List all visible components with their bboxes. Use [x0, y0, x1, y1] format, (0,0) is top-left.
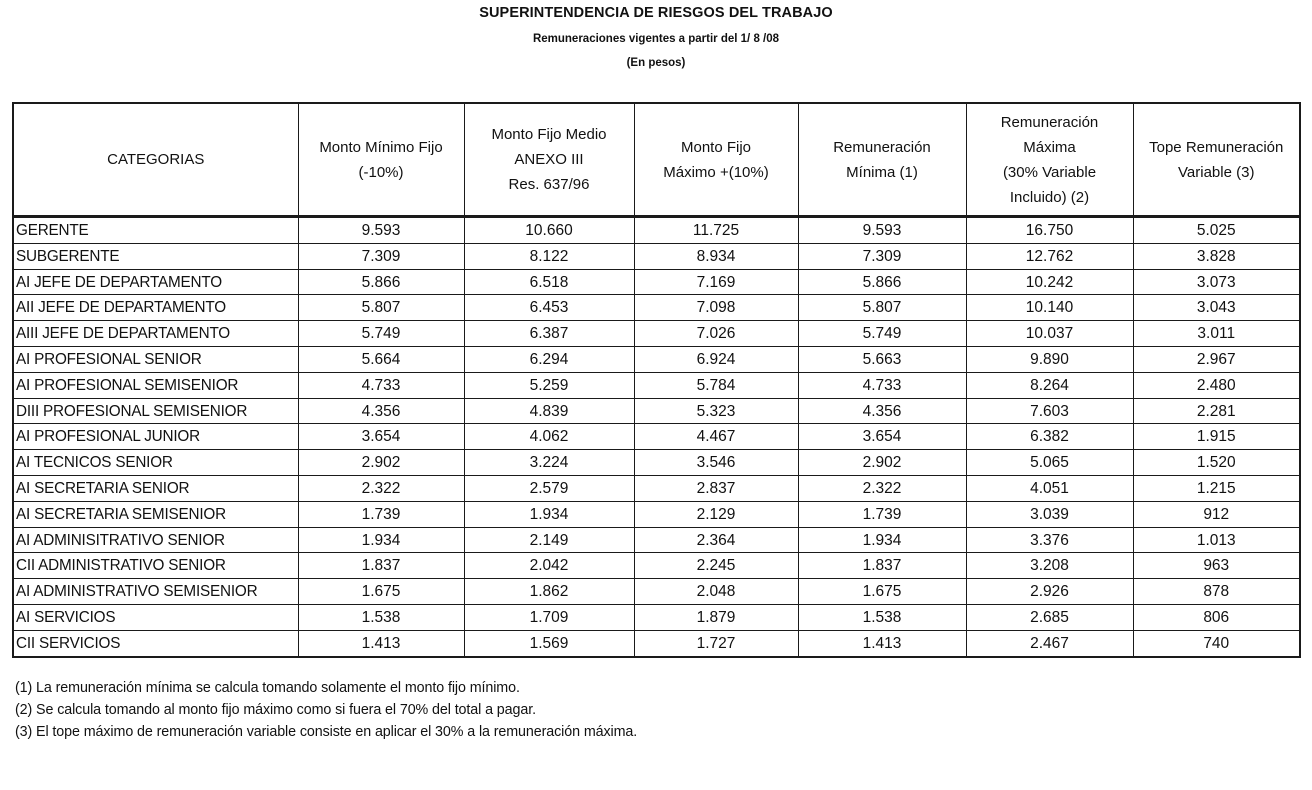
- monto-minimo-fijo-cell: 1.934: [298, 527, 464, 553]
- table-row: [13, 604, 1300, 630]
- table-row: [13, 295, 1300, 321]
- remuneracion-minima-cell: 1.934: [798, 527, 966, 553]
- category-cell: AII JEFE DE DEPARTAMENTO: [13, 295, 298, 321]
- category-cell: AI PROFESIONAL SENIOR: [13, 346, 298, 372]
- document-subtitle: Remuneraciones vigentes a partir del 1/ 8 /08: [532, 33, 780, 45]
- monto-fijo-maximo-cell: 1.879: [634, 604, 798, 630]
- monto-fijo-maximo-cell: 2.048: [634, 579, 798, 605]
- tope-variable-cell: 1.520: [1133, 450, 1300, 476]
- tope-variable-cell: 878: [1133, 579, 1300, 605]
- tope-variable-cell: 2.281: [1133, 398, 1300, 424]
- monto-minimo-fijo-cell: 7.309: [298, 243, 464, 269]
- monto-minimo-fijo-cell: 1.675: [298, 579, 464, 605]
- category-cell: AIII JEFE DE DEPARTAMENTO: [13, 321, 298, 347]
- monto-fijo-medio-cell: 2.579: [464, 475, 634, 501]
- remuneracion-maxima-cell: 3.039: [966, 501, 1133, 527]
- category-cell: AI JEFE DE DEPARTAMENTO: [13, 269, 298, 295]
- monto-fijo-medio-cell: 6.294: [464, 346, 634, 372]
- remuneracion-minima-cell: 1.739: [798, 501, 966, 527]
- table-row: [13, 372, 1300, 398]
- table-row: [13, 527, 1300, 553]
- monto-fijo-medio-cell: 1.709: [464, 604, 634, 630]
- currency-unit-label: (En pesos): [626, 57, 686, 69]
- monto-fijo-maximo-cell: 3.546: [634, 450, 798, 476]
- category-cell: AI SECRETARIA SENIOR: [13, 475, 298, 501]
- monto-fijo-maximo-cell: 2.837: [634, 475, 798, 501]
- tope-variable-cell: 1.215: [1133, 475, 1300, 501]
- remuneracion-minima-cell: 4.356: [798, 398, 966, 424]
- table-body: [13, 217, 1300, 657]
- category-cell: DIII PROFESIONAL SEMISENIOR: [13, 398, 298, 424]
- monto-minimo-fijo-cell: 1.538: [298, 604, 464, 630]
- tope-variable-cell: 1.915: [1133, 424, 1300, 450]
- remuneracion-minima-cell: 5.663: [798, 346, 966, 372]
- monto-minimo-fijo-cell: 5.866: [298, 269, 464, 295]
- monto-fijo-medio-cell: 6.518: [464, 269, 634, 295]
- monto-fijo-maximo-cell: 6.924: [634, 346, 798, 372]
- tope-variable-cell: 1.013: [1133, 527, 1300, 553]
- category-cell: AI SERVICIOS: [13, 604, 298, 630]
- tope-variable-cell: 3.043: [1133, 295, 1300, 321]
- monto-fijo-maximo-cell: 5.784: [634, 372, 798, 398]
- document-title: SUPERINTENDENCIA DE RIESGOS DEL TRABAJO: [479, 5, 833, 21]
- table-row: [13, 501, 1300, 527]
- monto-fijo-medio-cell: 10.660: [464, 217, 634, 244]
- remuneracion-minima-cell: 7.309: [798, 243, 966, 269]
- table-row: [13, 553, 1300, 579]
- monto-minimo-fijo-cell: 1.739: [298, 501, 464, 527]
- category-cell: AI PROFESIONAL JUNIOR: [13, 424, 298, 450]
- column-header-monto-minimo-fijo: Monto Mínimo Fijo (-10%): [298, 103, 464, 217]
- monto-fijo-medio-cell: 5.259: [464, 372, 634, 398]
- remuneracion-minima-cell: 5.807: [798, 295, 966, 321]
- monto-fijo-medio-cell: 6.387: [464, 321, 634, 347]
- monto-fijo-maximo-cell: 7.026: [634, 321, 798, 347]
- remuneracion-maxima-cell: 10.037: [966, 321, 1133, 347]
- remuneracion-maxima-cell: 5.065: [966, 450, 1133, 476]
- monto-fijo-medio-cell: 1.569: [464, 630, 634, 656]
- monto-minimo-fijo-cell: 5.664: [298, 346, 464, 372]
- remuneracion-minima-cell: 1.837: [798, 553, 966, 579]
- footnote-3: (3) El tope máximo de remuneración variable consiste en aplicar el 30% a la remuneración máxima.: [15, 724, 638, 740]
- monto-minimo-fijo-cell: 5.749: [298, 321, 464, 347]
- remuneracion-minima-cell: 5.866: [798, 269, 966, 295]
- tope-variable-cell: 2.480: [1133, 372, 1300, 398]
- category-cell: CII ADMINISTRATIVO SENIOR: [13, 553, 298, 579]
- footnote-2: (2) Se calcula tomando al monto fijo máximo como si fuera el 70% del total a pagar.: [15, 702, 536, 718]
- column-header-monto-fijo-medio: Monto Fijo Medio ANEXO III Res. 637/96: [464, 103, 634, 217]
- column-header-remuneracion-maxima: Remuneración Máxima (30% Variable Incluido) (2): [966, 103, 1133, 217]
- remuneracion-minima-cell: 4.733: [798, 372, 966, 398]
- category-cell: GERENTE: [13, 217, 298, 244]
- monto-fijo-maximo-cell: 8.934: [634, 243, 798, 269]
- category-cell: AI SECRETARIA SEMISENIOR: [13, 501, 298, 527]
- remuneracion-minima-cell: 5.749: [798, 321, 966, 347]
- remuneracion-maxima-cell: 16.750: [966, 217, 1133, 244]
- monto-fijo-maximo-cell: 11.725: [634, 217, 798, 244]
- monto-minimo-fijo-cell: 1.837: [298, 553, 464, 579]
- remuneracion-maxima-cell: 3.208: [966, 553, 1133, 579]
- tope-variable-cell: 3.011: [1133, 321, 1300, 347]
- monto-fijo-medio-cell: 2.149: [464, 527, 634, 553]
- table-row: [13, 450, 1300, 476]
- monto-fijo-medio-cell: 6.453: [464, 295, 634, 321]
- monto-fijo-medio-cell: 4.062: [464, 424, 634, 450]
- column-header-categorias: CATEGORIAS: [13, 103, 298, 217]
- column-header-tope-remuneracion-variable: Tope Remuneración Variable (3): [1133, 103, 1300, 217]
- monto-minimo-fijo-cell: 1.413: [298, 630, 464, 656]
- remuneracion-minima-cell: 3.654: [798, 424, 966, 450]
- remuneracion-maxima-cell: 2.926: [966, 579, 1133, 605]
- table-row: [13, 398, 1300, 424]
- monto-fijo-maximo-cell: 7.098: [634, 295, 798, 321]
- table-row: [13, 217, 1300, 244]
- remuneracion-maxima-cell: 10.140: [966, 295, 1133, 321]
- tope-variable-cell: 806: [1133, 604, 1300, 630]
- monto-fijo-maximo-cell: 1.727: [634, 630, 798, 656]
- category-cell: SUBGERENTE: [13, 243, 298, 269]
- monto-fijo-maximo-cell: 5.323: [634, 398, 798, 424]
- remuneracion-maxima-cell: 3.376: [966, 527, 1133, 553]
- monto-minimo-fijo-cell: 9.593: [298, 217, 464, 244]
- tope-variable-cell: 2.967: [1133, 346, 1300, 372]
- remuneracion-maxima-cell: 4.051: [966, 475, 1133, 501]
- remuneracion-maxima-cell: 9.890: [966, 346, 1133, 372]
- monto-fijo-maximo-cell: 7.169: [634, 269, 798, 295]
- monto-minimo-fijo-cell: 3.654: [298, 424, 464, 450]
- monto-minimo-fijo-cell: 4.733: [298, 372, 464, 398]
- category-cell: CII SERVICIOS: [13, 630, 298, 656]
- table-row: [13, 321, 1300, 347]
- category-cell: AI PROFESIONAL SEMISENIOR: [13, 372, 298, 398]
- table-header-row: [13, 103, 1300, 217]
- remuneration-table: [12, 102, 1301, 658]
- remuneracion-maxima-cell: 6.382: [966, 424, 1133, 450]
- monto-fijo-medio-cell: 1.862: [464, 579, 634, 605]
- monto-minimo-fijo-cell: 5.807: [298, 295, 464, 321]
- monto-minimo-fijo-cell: 4.356: [298, 398, 464, 424]
- remuneracion-maxima-cell: 7.603: [966, 398, 1133, 424]
- table-row: [13, 579, 1300, 605]
- monto-minimo-fijo-cell: 2.322: [298, 475, 464, 501]
- monto-fijo-maximo-cell: 2.364: [634, 527, 798, 553]
- table-row: [13, 475, 1300, 501]
- remuneracion-minima-cell: 9.593: [798, 217, 966, 244]
- monto-fijo-medio-cell: 1.934: [464, 501, 634, 527]
- remuneracion-minima-cell: 2.902: [798, 450, 966, 476]
- column-header-monto-fijo-maximo: Monto Fijo Máximo +(10%): [634, 103, 798, 217]
- category-cell: AI ADMINISITRATIVO SENIOR: [13, 527, 298, 553]
- remuneracion-maxima-cell: 8.264: [966, 372, 1133, 398]
- remuneracion-minima-cell: 1.413: [798, 630, 966, 656]
- tope-variable-cell: 3.073: [1133, 269, 1300, 295]
- monto-fijo-maximo-cell: 2.245: [634, 553, 798, 579]
- monto-fijo-medio-cell: 4.839: [464, 398, 634, 424]
- tope-variable-cell: 912: [1133, 501, 1300, 527]
- monto-fijo-maximo-cell: 2.129: [634, 501, 798, 527]
- category-cell: AI TECNICOS SENIOR: [13, 450, 298, 476]
- table-row: [13, 243, 1300, 269]
- tope-variable-cell: 740: [1133, 630, 1300, 656]
- footnotes: [15, 677, 637, 743]
- table-row: [13, 424, 1300, 450]
- monto-fijo-medio-cell: 3.224: [464, 450, 634, 476]
- table-row: [13, 269, 1300, 295]
- monto-minimo-fijo-cell: 2.902: [298, 450, 464, 476]
- monto-fijo-medio-cell: 8.122: [464, 243, 634, 269]
- remuneracion-minima-cell: 1.675: [798, 579, 966, 605]
- column-header-remuneracion-minima: Remuneración Mínima (1): [798, 103, 966, 217]
- remuneracion-minima-cell: 1.538: [798, 604, 966, 630]
- category-cell: AI ADMINISTRATIVO SEMISENIOR: [13, 579, 298, 605]
- monto-fijo-maximo-cell: 4.467: [634, 424, 798, 450]
- remuneracion-maxima-cell: 2.467: [966, 630, 1133, 656]
- remuneracion-maxima-cell: 2.685: [966, 604, 1133, 630]
- tope-variable-cell: 5.025: [1133, 217, 1300, 244]
- tope-variable-cell: 3.828: [1133, 243, 1300, 269]
- remuneracion-maxima-cell: 10.242: [966, 269, 1133, 295]
- table-row: [13, 346, 1300, 372]
- monto-fijo-medio-cell: 2.042: [464, 553, 634, 579]
- table-row: [13, 630, 1300, 656]
- footnote-1: (1) La remuneración mínima se calcula tomando solamente el monto fijo mínimo.: [15, 680, 520, 696]
- remuneracion-maxima-cell: 12.762: [966, 243, 1133, 269]
- tope-variable-cell: 963: [1133, 553, 1300, 579]
- remuneracion-minima-cell: 2.322: [798, 475, 966, 501]
